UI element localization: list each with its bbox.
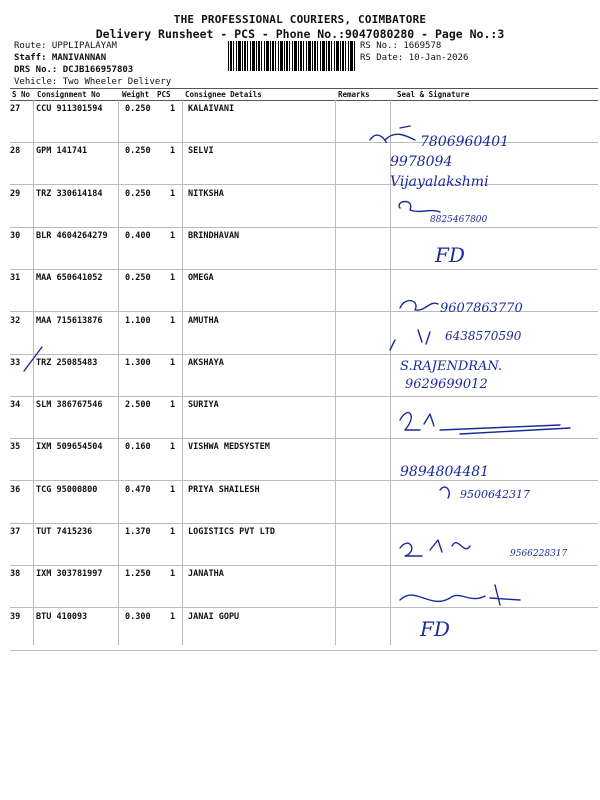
row-pcs: 1	[170, 230, 176, 241]
row-consignment-no: IXM 303781997	[36, 569, 103, 580]
row-consignee: NITKSHA	[188, 188, 224, 199]
row-sno: 39	[10, 611, 21, 622]
signature-scribble	[400, 540, 470, 556]
row-consignment-no: BTU 410093	[36, 611, 88, 622]
handwritten-phone: 9607863770	[440, 301, 523, 316]
signature-scribble	[440, 487, 449, 498]
row-pcs: 1	[170, 400, 176, 411]
row-pcs: 1	[170, 273, 176, 284]
row-sno: 30	[10, 230, 21, 241]
col-sno: S No	[12, 90, 31, 99]
row-consignee: OMEGA	[188, 273, 214, 284]
barcode	[228, 41, 356, 71]
vehicle-label: Vehicle: Two Wheeler Delivery	[14, 77, 172, 87]
row-pcs: 1	[170, 104, 176, 114]
row-consignment-no: TRZ 330614184	[36, 188, 103, 199]
row-weight: 0.470	[125, 484, 151, 495]
company-title: THE PROFESSIONAL COURIERS, COIMBATORE	[173, 13, 427, 26]
row-consignee: KALAIVANI	[188, 104, 235, 114]
col-signature: Seal & Signature	[397, 90, 470, 99]
row-consignee: SELVI	[188, 146, 214, 157]
row-weight: 1.100	[125, 315, 151, 326]
row-pcs: 1	[170, 527, 176, 537]
col-weight: Weight	[122, 90, 150, 99]
row-consignee: VISHWA MEDSYSTEM	[188, 442, 270, 453]
row-consignment-no: IXM 509654504	[36, 442, 103, 453]
row-sno: 36	[10, 484, 21, 495]
runsheet-subtitle: Delivery Runsheet - PCS - Phone No.:9047080280 - Page No.:3	[95, 27, 505, 41]
handwritten-phone: 9629699012	[405, 377, 488, 392]
row-pcs: 1	[170, 569, 176, 580]
col-remarks: Remarks	[338, 90, 370, 99]
row-consignment-no: GPM 141741	[36, 146, 88, 157]
row-pcs: 1	[170, 357, 176, 368]
row-sno: 38	[10, 569, 21, 580]
row-consignee: BRINDHAVAN	[188, 230, 240, 241]
row-sno: 29	[10, 188, 21, 199]
handwritten-phone: 9894804481	[400, 464, 490, 480]
col-pcs: PCS	[157, 90, 171, 99]
row-weight: 2.500	[125, 400, 151, 411]
handwritten-signatures	[360, 0, 600, 680]
route-label: Route: UPPLIPALAYAM	[14, 41, 117, 51]
row-consignment-no: CCU 911301594	[36, 104, 103, 114]
handwritten-phone: 8825467800	[430, 215, 488, 225]
row-sno: 35	[10, 442, 21, 453]
row-weight: 0.250	[125, 146, 151, 157]
row-consignee: AMUTHA	[188, 315, 219, 326]
row-pcs: 1	[170, 188, 176, 199]
row-consignment-no: TRZ 25085483	[36, 357, 98, 368]
handwritten-phone: 9978094	[390, 154, 453, 170]
signature-scribble	[390, 330, 430, 350]
signature-scribble	[440, 425, 570, 434]
row-pcs: 1	[170, 315, 176, 326]
row-sno: 31	[10, 273, 21, 284]
row-consignment-no: BLR 4604264279	[36, 230, 108, 241]
row-consignee: JANATHA	[188, 569, 224, 580]
row-weight: 1.300	[125, 357, 151, 368]
row-consignee: AKSHAYA	[188, 357, 224, 368]
row-sno: 34	[10, 400, 21, 411]
col-consignment: Consignment No	[37, 90, 101, 99]
row-consignee: JANAI GOPU	[188, 611, 240, 622]
row-consignment-no: TCG 95000800	[36, 484, 98, 495]
row-consignee: PRIYA SHAILESH	[188, 484, 260, 495]
row-pcs: 1	[170, 611, 176, 622]
row-consignment-no: TUT 7415236	[36, 527, 93, 537]
col-consignee: Consignee Details	[185, 90, 262, 99]
rs-number: RS No.: 1669578	[360, 41, 442, 51]
row-pcs: 1	[170, 146, 176, 157]
row-consignee: LOGISTICS PVT LTD	[188, 527, 275, 537]
row-weight: 0.250	[125, 273, 151, 284]
row-sno: 33	[10, 357, 21, 368]
signature-scribble	[400, 585, 520, 605]
handwritten-initials: FD	[435, 243, 465, 267]
row-consignment-no: MAA 715613876	[36, 315, 103, 326]
row-weight: 1.370	[125, 527, 151, 537]
row-weight: 0.400	[125, 230, 151, 241]
row-weight: 0.250	[125, 188, 151, 199]
signature-scribble	[370, 126, 415, 142]
row-weight: 1.250	[125, 569, 151, 580]
row-weight: 0.160	[125, 442, 151, 453]
handwritten-phone: 7806960401	[420, 134, 510, 150]
signature-scribble	[399, 202, 440, 213]
row-sno: 32	[10, 315, 21, 326]
row-pcs: 1	[170, 442, 176, 453]
handwritten-name: Vijayalakshmi	[390, 174, 489, 190]
drs-number: DRS No.: DCJB166957803	[14, 65, 134, 75]
row-consignee: SURIYA	[188, 400, 219, 411]
row-sno: 28	[10, 146, 21, 157]
signature-scribble	[400, 301, 438, 311]
row-weight: 0.250	[125, 104, 151, 114]
rs-date: RS Date: 10-Jan-2026	[360, 53, 469, 63]
handwritten-name: S.RAJENDRAN.	[400, 359, 503, 374]
row-weight: 0.300	[125, 611, 151, 622]
row-consignment-no: MAA 650641052	[36, 273, 103, 284]
row-sno: 37	[10, 527, 21, 537]
row-sno: 27	[10, 104, 21, 114]
handwritten-phone: 6438570590	[445, 329, 522, 343]
handwritten-phone: 9500642317	[460, 488, 530, 501]
staff-label: Staff: MANIVANNAN	[14, 53, 107, 63]
row-consignment-no: SLM 386767546	[36, 400, 103, 411]
handwritten-initials: FD	[420, 617, 450, 641]
handwritten-phone: 9566228317	[510, 549, 568, 559]
row-pcs: 1	[170, 484, 176, 495]
margin-pen-stroke	[22, 345, 46, 375]
signature-scribble	[400, 413, 434, 430]
